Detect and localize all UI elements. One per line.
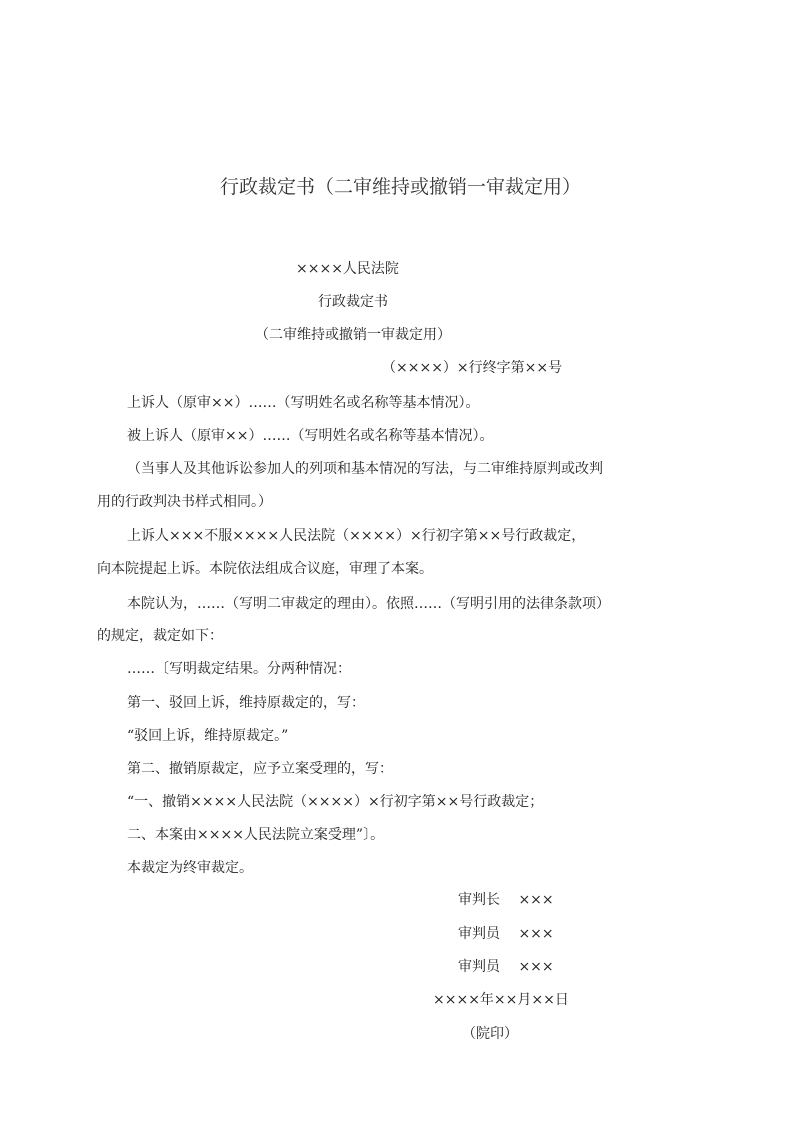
body-paragraph: 二、本案由××××人民法院立案受理”〕。 xyxy=(127,827,385,843)
signature-name: ××× xyxy=(518,926,554,942)
signature-name: ××× xyxy=(518,959,554,975)
court-seal: （院印） xyxy=(462,1026,518,1042)
body-paragraph: （当事人及其他诉讼参加人的列项和基本情况的写法，与二审维持原判或改判 xyxy=(127,461,603,477)
body-paragraph: 向本院提起上诉。本院依法组成合议庭，审理了本案。 xyxy=(97,561,433,577)
signature-name: ××× xyxy=(518,892,554,908)
body-paragraph: 的规定，裁定如下： xyxy=(97,628,223,644)
body-paragraph: 本院认为，……（写明二审裁定的理由）。依照……（写明引用的法律条款项） xyxy=(127,596,610,612)
signature-presiding-judge xyxy=(458,891,554,909)
body-paragraph: 用的行政判决书样式相同。） xyxy=(97,494,272,510)
body-paragraph: “一、撤销××××人民法院（××××）×行初字第××号行政裁定； xyxy=(127,794,544,810)
body-paragraph: 上诉人×××不服××××人民法院（××××）×行初字第××号行政裁定， xyxy=(127,528,586,544)
document-date: ××××年××月××日 xyxy=(433,992,569,1008)
court-name: ××××人民法院 xyxy=(296,261,399,277)
document-title: 行政裁定书（二审维持或撤销一审裁定用） xyxy=(220,176,582,198)
body-paragraph: 第二、撤销原裁定，应予立案受理的，写： xyxy=(127,761,393,777)
body-paragraph: 上诉人（原审××）……（写明姓名或名称等基本情况）。 xyxy=(127,395,480,411)
case-number: （××××）×行终字第××号 xyxy=(382,360,563,376)
signature-judge xyxy=(458,925,554,943)
body-paragraph: 被上诉人（原审××）……（写明姓名或名称等基本情况）。 xyxy=(127,428,494,444)
body-paragraph: 本裁定为终审裁定。 xyxy=(127,860,253,876)
body-paragraph: “驳回上诉，维持原裁定。” xyxy=(127,728,289,744)
doc-type: 行政裁定书 xyxy=(318,294,388,310)
signature-role: 审判员 xyxy=(458,959,500,975)
body-paragraph: 第一、驳回上诉，维持原裁定的，写： xyxy=(127,695,365,711)
signature-role: 审判员 xyxy=(458,926,500,942)
signature-judge xyxy=(458,958,554,976)
doc-subtitle: （二审维持或撤销一审裁定用） xyxy=(255,327,451,343)
body-paragraph: ……〔写明裁定结果。分两种情况： xyxy=(127,661,351,677)
signature-role: 审判长 xyxy=(458,892,500,908)
